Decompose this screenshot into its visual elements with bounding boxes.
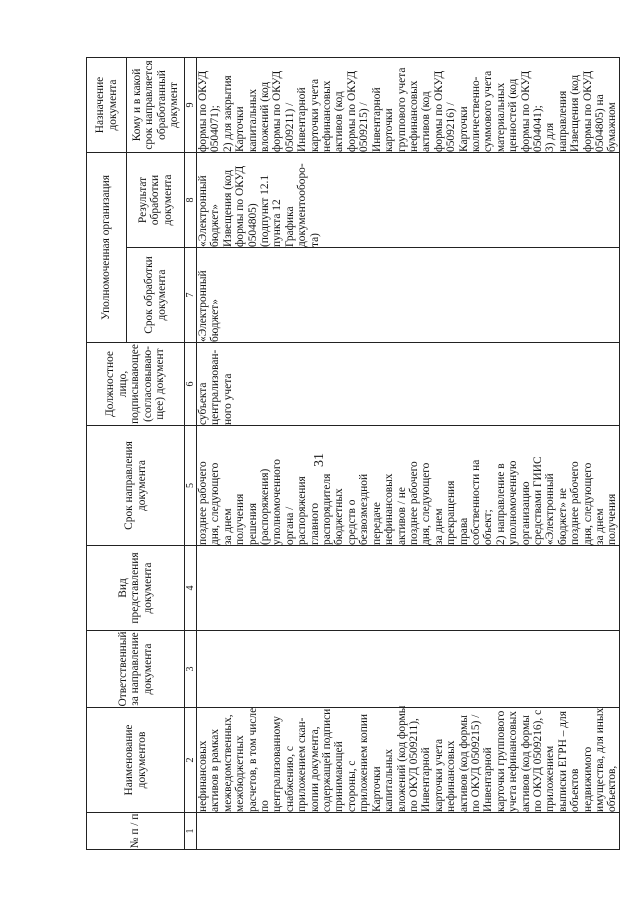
cell-line: Инвентарной — [370, 87, 383, 152]
column-number: 2 — [185, 708, 197, 813]
cell-line: распорядителя — [321, 473, 334, 545]
cell-line: Инвентарной — [296, 87, 309, 152]
cell-line: формы по ОКУД — [432, 70, 445, 152]
cell-line: бюджет» не — [556, 488, 569, 545]
column-number: 6 — [185, 343, 197, 426]
cell-line: учета нефинансовых — [507, 711, 520, 812]
cell-line: межведомственных, — [221, 714, 234, 812]
document-table — [86, 57, 620, 850]
cell-line: 0509211) / — [283, 102, 296, 152]
cell-line: бюджетных — [333, 488, 346, 545]
column-number: 8 — [185, 153, 197, 248]
cell-line: 0509215) / — [358, 102, 371, 152]
column-number: 9 — [185, 58, 197, 153]
cell-line: объектов, — [606, 765, 619, 812]
cell-official — [197, 343, 620, 426]
cell-line: собственности на — [469, 459, 482, 545]
cell-line: формы по ОКУД — [271, 70, 284, 152]
header-representation-type: Вид представления документа — [87, 546, 185, 631]
cell-line: направления — [556, 90, 569, 152]
cell-line: активов (код формы — [519, 715, 532, 812]
cell-line: объект; — [482, 509, 495, 545]
cell-line: передаче — [370, 502, 383, 545]
header-authorized-organization: Уполномоченная организация — [87, 153, 127, 343]
cell-line: Инвентарной — [482, 747, 495, 812]
cell-line: принимающей — [333, 741, 346, 812]
cell-line: активов в рамках — [209, 728, 222, 812]
cell-line: средств о — [345, 499, 358, 545]
cell-line: активов (код — [333, 91, 346, 152]
cell-line: (подпункт 12.1 — [259, 174, 272, 247]
cell-line: решения — [246, 502, 259, 545]
cell-line: та) — [308, 233, 321, 247]
cell-line: органа / — [283, 506, 296, 545]
cell-line: централизованному — [271, 716, 284, 812]
cell-responsible — [197, 631, 620, 708]
cell-line: активов / не — [395, 487, 408, 545]
cell-line: позднее рабочего — [407, 461, 420, 545]
column-number: 5 — [185, 426, 197, 546]
cell-line: снабжению, с — [283, 746, 296, 812]
cell-line: формы по ОКУД — [234, 165, 247, 247]
cell-line: Извещения (код — [221, 169, 234, 247]
cell-line: карточки учета — [308, 78, 321, 152]
cell-line: документооборо- — [296, 163, 309, 247]
cell-line: Карточки — [370, 766, 383, 812]
cell-line: суммового учета — [482, 70, 495, 152]
cell-number — [197, 813, 620, 850]
cell-line: пункта 12 — [271, 199, 284, 247]
cell-line: по ОКУД 0509215) / — [469, 714, 482, 812]
cell-line: вложений (код формы — [395, 705, 408, 812]
cell-representation-type — [197, 546, 620, 631]
cell-line: безвозмездной — [358, 473, 371, 545]
cell-line: капитальных — [246, 88, 259, 152]
cell-line: 2) для закрытия — [221, 75, 234, 152]
cell-line: получения — [234, 493, 247, 545]
cell-line: позднее рабочего — [197, 461, 209, 545]
cell-line: дня, следующего — [581, 462, 594, 545]
cell-line: Карточки — [234, 106, 247, 152]
cell-line: карточки — [383, 108, 396, 152]
cell-deadline — [197, 426, 620, 546]
cell-line: приложением скан- — [296, 717, 309, 812]
cell-line: Извещения (код — [569, 74, 582, 152]
cell-line: 3) для — [544, 122, 557, 152]
cell-line: «Электронный — [544, 473, 557, 545]
cell-line: 0504071); — [209, 105, 222, 152]
cell-line: (распоряжения) — [259, 468, 272, 545]
cell-line: дня, следующего — [209, 462, 222, 545]
cell-line: получения — [606, 493, 619, 545]
cell-line: ного учета — [221, 373, 234, 425]
cell-line: уполномоченную — [507, 460, 520, 545]
cell-line: карточки группового — [494, 710, 507, 812]
cell-line: за днем — [221, 508, 234, 545]
cell-line: 0504805) — [246, 203, 259, 247]
cell-line: по ОКУД 0509211), — [407, 718, 420, 812]
cell-line: межбюджетных — [234, 735, 247, 812]
cell-line: позднее рабочего — [569, 461, 582, 545]
cell-line: вложений (код — [259, 81, 272, 152]
cell-processing-result — [197, 153, 620, 248]
cell-line: «Электронный — [197, 175, 209, 247]
cell-line: имущества, для иных — [594, 707, 606, 812]
header-official: Должностное лицо, подписывающее (согласовываю- щее) документ — [87, 343, 185, 426]
header-responsible: Ответственный за направление документа — [87, 631, 185, 708]
header-processing-result: Результат обработки документа — [127, 153, 185, 248]
cell-line: нефинансовых — [445, 740, 458, 812]
cell-line: нефинансовых — [321, 80, 334, 152]
cell-line: за днем — [594, 508, 606, 545]
cell-line: объектов — [569, 768, 582, 812]
cell-line: стороны, с — [345, 760, 358, 812]
cell-line: содержащей подписи — [321, 708, 334, 812]
column-number-row — [185, 58, 197, 850]
cell-line: ценностей (код — [507, 78, 520, 152]
cell-line: карточки учета — [432, 738, 445, 812]
cell-line: распоряжения — [296, 476, 309, 545]
cell-line: формы по ОКУД — [345, 70, 358, 152]
header-document-name: Наименование документов — [87, 708, 185, 813]
cell-line: количественно- — [469, 76, 482, 152]
column-number: 4 — [185, 546, 197, 631]
cell-line: бумажном — [606, 102, 619, 152]
cell-line: 0509216) / — [445, 102, 458, 152]
column-number: 1 — [185, 813, 197, 850]
cell-line: нефинансовых — [407, 80, 420, 152]
cell-line: 0504041); — [531, 105, 544, 152]
cell-line: выписки ЕГРН – для — [556, 711, 569, 812]
cell-line: материальных — [494, 82, 507, 152]
cell-line: активов (код формы — [457, 715, 470, 812]
cell-line: приложением — [544, 745, 557, 812]
cell-line: права — [457, 517, 470, 545]
cell-line: за днем — [432, 508, 445, 545]
header-number: № п / п — [87, 813, 185, 850]
cell-line: 2) направление в — [494, 463, 507, 545]
column-number: 7 — [185, 248, 197, 343]
cell-line: группового учета — [395, 67, 408, 152]
cell-document-name — [197, 705, 620, 813]
cell-line: бюджет» — [209, 204, 222, 247]
cell-line: нефинансовых — [383, 473, 396, 545]
cell-line: организацию — [519, 481, 532, 545]
cell-line: формы по ОКУД — [581, 70, 594, 152]
cell-line: «Электронный — [197, 270, 209, 342]
cell-line: уполномоченного — [271, 459, 284, 545]
cell-line: приложением копии — [358, 714, 371, 812]
cell-line: по ОКУД 0509216), с — [531, 709, 544, 812]
column-number: 3 — [185, 631, 197, 708]
cell-line: копии документа, — [308, 726, 321, 812]
cell-line: недвижимого — [581, 746, 594, 812]
header-deadline: Срок направления документа — [87, 426, 185, 546]
cell-line: активов (код — [420, 91, 433, 152]
cell-line: централизован- — [209, 349, 222, 425]
cell-line: дня, следующего — [420, 462, 433, 545]
cell-line: бюджет» — [209, 299, 222, 342]
header-processing-deadline: Срок обработки документа — [127, 248, 185, 343]
cell-line: средствами ГИИС — [531, 456, 544, 545]
rotated-table-wrapper — [86, 58, 619, 850]
cell-line: Инвентарной — [420, 747, 433, 812]
cell-line: Графика — [283, 206, 296, 247]
header-document-purpose: Назначение документа — [87, 58, 127, 153]
header-recipient: Кому и в какой срок направляется обработанный документ — [127, 58, 185, 153]
cell-line: нефинансовых — [197, 740, 209, 812]
cell-line: расчетов, в том числе — [246, 707, 259, 812]
page-number: 31 — [312, 453, 327, 467]
cell-line: главного — [308, 502, 321, 545]
cell-line: прекращения — [445, 480, 458, 545]
header-row — [87, 58, 127, 850]
table-row — [197, 58, 620, 850]
cell-line: Карточки — [457, 106, 470, 152]
cell-line: капитальных — [383, 748, 396, 812]
cell-line: формы по ОКУД — [519, 70, 532, 152]
cell-line: 0504805) на — [594, 94, 606, 152]
cell-recipient — [197, 58, 620, 153]
cell-line: субъекта — [197, 382, 209, 425]
cell-line: формы по ОКУД — [197, 70, 209, 152]
cell-line: по — [259, 800, 272, 812]
cell-processing-deadline — [197, 248, 620, 343]
